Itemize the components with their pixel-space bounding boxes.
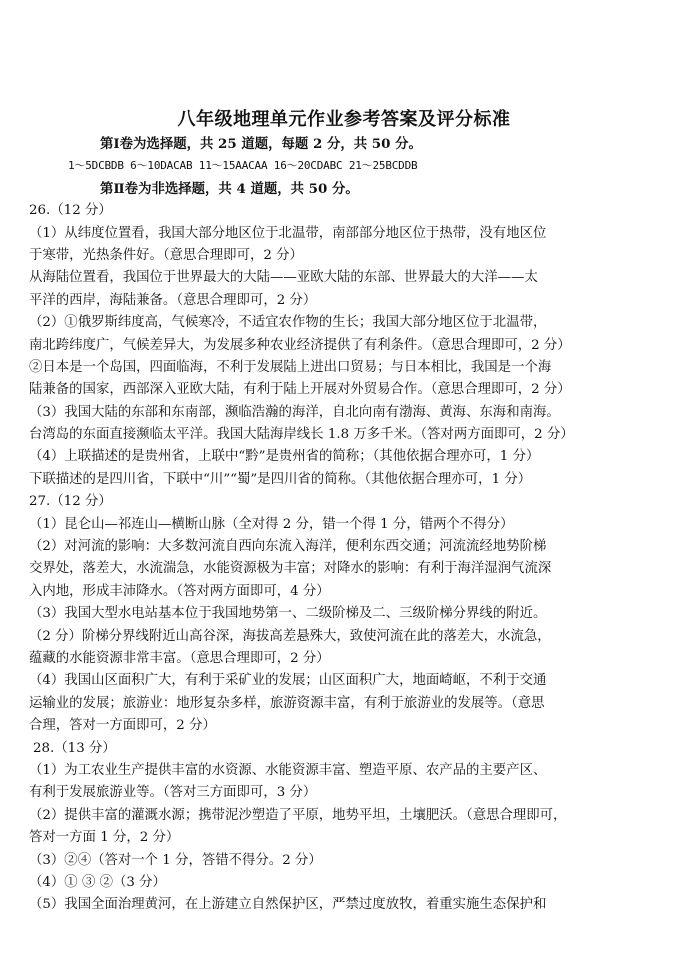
question-26-heading: 26.（12 分） [29, 203, 112, 219]
answer-line: 平洋的西岸，海陆兼备。（意思合理即可，2 分） [29, 292, 317, 308]
question-28-heading: 28.（13 分） [33, 740, 116, 756]
answer-line: （3）我国大型水电站基本位于我国地势第一、二级阶梯及二、三级阶梯分界线的附近。 [29, 606, 547, 622]
document-body [29, 133, 633, 917]
answer-line: （4）① ③ ②（3 分） [29, 874, 166, 890]
answer-line: 有利于发展旅游业等。（答对三方面即可，3 分） [29, 785, 317, 801]
answer-line: 交界处，落差大，水流湍急，水能资源极为丰富；对降水的影响：有利于海洋湿润气流深 [29, 561, 552, 577]
answer-line: （4）我国山区面积广大，有利于采矿业的发展；山区面积广大，地面崎岖，不利于交通 [29, 673, 547, 689]
answer-line: 台湾岛的东面直接濒临太平洋。我国大陆海岸线长 1.8 万多千米。（答对两方面即可，2 分） [29, 427, 574, 443]
document-title: 八年级地理单元作业参考答案及评分标准 [177, 109, 511, 130]
answer-line: （1）昆仑山—祁连山—横断山脉（全对得 2 分，错一个得 1 分，错两个不得分） [29, 516, 514, 532]
answer-line: （1）从纬度位置看，我国大部分地区位于北温带，南部部分地区位于热带，没有地区位 [29, 225, 547, 241]
answer-line: 答对一方面 1 分，2 分） [29, 830, 180, 846]
answer-line: （3）②④（答对一个 1 分，答错不得分。2 分） [29, 852, 322, 868]
answer-line: （2）提供丰富的灌溉水源；携带泥沙塑造了平原，地势平坦，土壤肥沃。（意思合理即可， [29, 807, 567, 823]
answer-line: （2）对河流的影响：大多数河流自西向东流入海洋，便利东西交通；河流流经地势阶梯 [29, 539, 547, 555]
answer-line: 下联描述的是四川省，下联中“川”“蜀”是四川省的简称。（其他依据合理亦可，1 分） [29, 471, 532, 487]
answer-line: ②日本是一个岛国，四面临海，不利于发展陆上进出口贸易；与日本相比，我国是一个海 [29, 359, 552, 375]
section-2-heading: 第Ⅱ卷为非选择题，共 4 道题，共 50 分。 [100, 180, 359, 197]
section-1-heading: 第Ⅰ卷为选择题，共 25 道题，每题 2 分，共 50 分。 [100, 136, 422, 152]
answer-line: 入内地，形成丰沛降水。（答对两方面即可，4 分） [29, 583, 330, 599]
answer-line: 运输业的发展；旅游业：地形复杂多样，旅游资源丰富，有利于旅游业的发展等。（意思 [29, 695, 545, 711]
answer-line: 合理，答对一方面即可，2 分） [29, 718, 216, 734]
answer-line: 从海陆位置看，我国位于世界最大的大陆——亚欧大陆的东部、世界最大的大洋——太 [29, 270, 538, 286]
mc-answer-key: 1～5DCBDB 6～10DACAB 11～15AACAA 16～20CDABC 21～25BCDDB [68, 159, 418, 173]
answer-line: （1）为工农业生产提供丰富的水资源、水能资源丰富、塑造平原、农产品的主要产区、 [29, 762, 547, 778]
answer-line: （2 分）阶梯分界线附近山高谷深，海拔高差悬殊大，致使河流在此的落差大，水流急， [29, 628, 551, 644]
answer-line: （4）上联描述的是贵州省，上联中“黔”是贵州省的简称；（其他依据合理亦可，1 分） [29, 449, 540, 465]
answer-line: （3）我国大陆的东部和东南部，濒临浩瀚的海洋，自北向南有渤海、黄海、东海和南海。 [29, 404, 560, 420]
answer-line: （2）①俄罗斯纬度高，气候寒冷，不适宜农作物的生长；我国大部分地区位于北温带， [29, 315, 547, 331]
question-27-heading: 27.（12 分） [29, 494, 112, 510]
answer-line: 南北跨纬度广，气候差异大，为发展多种农业经济提供了有利条件。（意思合理即可，2 分） [29, 337, 571, 353]
answer-line: 蕴藏的水能资源非常丰富。（意思合理即可，2 分） [29, 650, 330, 666]
answer-line: （5）我国全面治理黄河，在上游建立自然保护区，严禁过度放牧，着重实施生态保护和 [29, 897, 547, 913]
answer-line: 陆兼备的国家，西部深入亚欧大陆，有利于陆上开展对外贸易合作。（意思合理即可，2 分） [29, 382, 571, 398]
answer-line: 于寒带，光热条件好。（意思合理即可，2 分） [29, 247, 303, 263]
